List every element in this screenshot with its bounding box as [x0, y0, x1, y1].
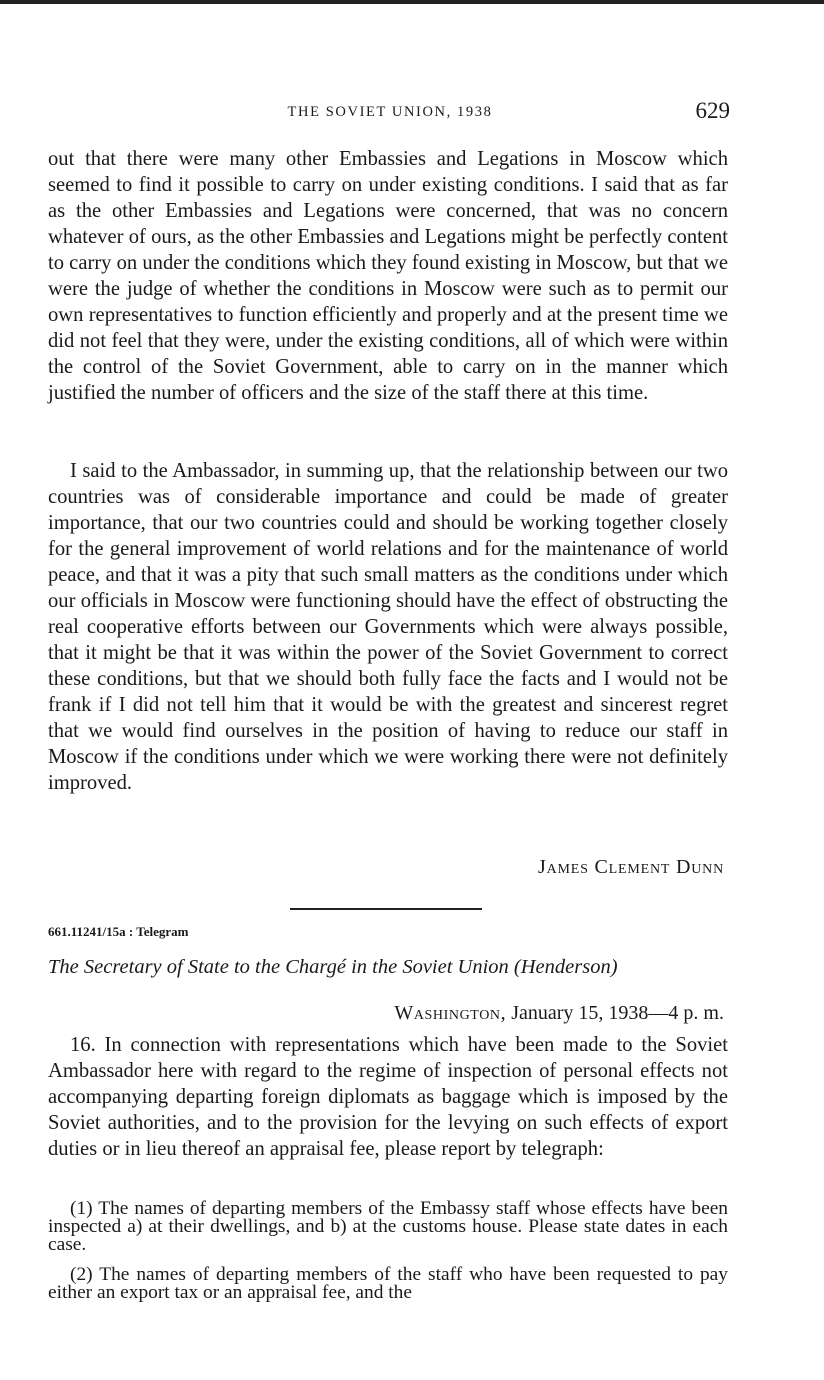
section-divider: [290, 908, 482, 910]
document-reference: 661.11241/15a : Telegram: [48, 924, 189, 939]
page-number: 629: [695, 98, 730, 123]
telegram-paragraph: 16. In connection with representations which have been made to the Soviet Ambassador here with regard to the regime of inspection of personal effects not accompanying departing foreign diplomats as baggage which is imposed by the Soviet authorities, and to the provision for the levying on such effects of export duties or in lieu thereof an appraisal fee, please report by telegraph:: [48, 1034, 728, 1160]
body-paragraph-2: I said to the Ambassador, in summing up, that the relationship between our two countries was of considerable importance and could be made of greater importance, that our two countries could and should be working together closely for the general improvement of world relations and for the maintenance of world peace, and that it was a pity that such small matters as the conditions under which our officials in Moscow were functioning should have the effect of obstructing the real cooperative efforts between our Governments which were always possible, that it might be that it was within the power of the Soviet Government to correct these conditions, but that we should both fully face the facts and I would not be frank if I did not tell him that it would be with the greatest and sincerest regret that we would find ourselves in the position of having to reduce our staff in Moscow if the conditions under which we were working there were not definitely improved.: [48, 460, 728, 794]
dateline-time: January 15, 1938—4 p. m.: [511, 1002, 724, 1024]
dateline-place: Washington,: [394, 1002, 507, 1024]
telegram-item-2: (2) The names of departing members of the staff who have been requested to pay either an export tax or an appraisal fee, and the: [48, 1264, 728, 1303]
signature: James Clement Dunn: [538, 856, 724, 878]
telegram-item-1: (1) The names of departing members of the Embassy staff whose effects have been inspected a) at their dwellings, and b) at the customs house. Please state dates in each case.: [48, 1198, 728, 1255]
running-title: THE SOVIET UNION, 1938: [287, 104, 493, 120]
dateline: [394, 1002, 724, 1025]
top-border-rule: [0, 0, 824, 4]
running-header: [48, 98, 732, 128]
document-heading: The Secretary of State to the Chargé in the Soviet Union (Henderson): [48, 956, 618, 978]
body-paragraph-1: out that there were many other Embassies and Legations in Moscow which seemed to find it possible to carry on under existing conditions. I said that as far as the other Embassies and Legations were concerned, that was no concern whatever of ours, as the other Embassies and Legations might be perfectly content to carry on under the conditions which they found existing in Moscow, but that we were the judge of whether the conditions in Moscow were such as to permit our own representatives to function efficiently and properly and at the present time we did not feel that they were, under the existing conditions, all of which were within the control of the Soviet Government, able to carry on in the manner which justified the number of officers and the size of the staff there at this time.: [48, 148, 728, 404]
